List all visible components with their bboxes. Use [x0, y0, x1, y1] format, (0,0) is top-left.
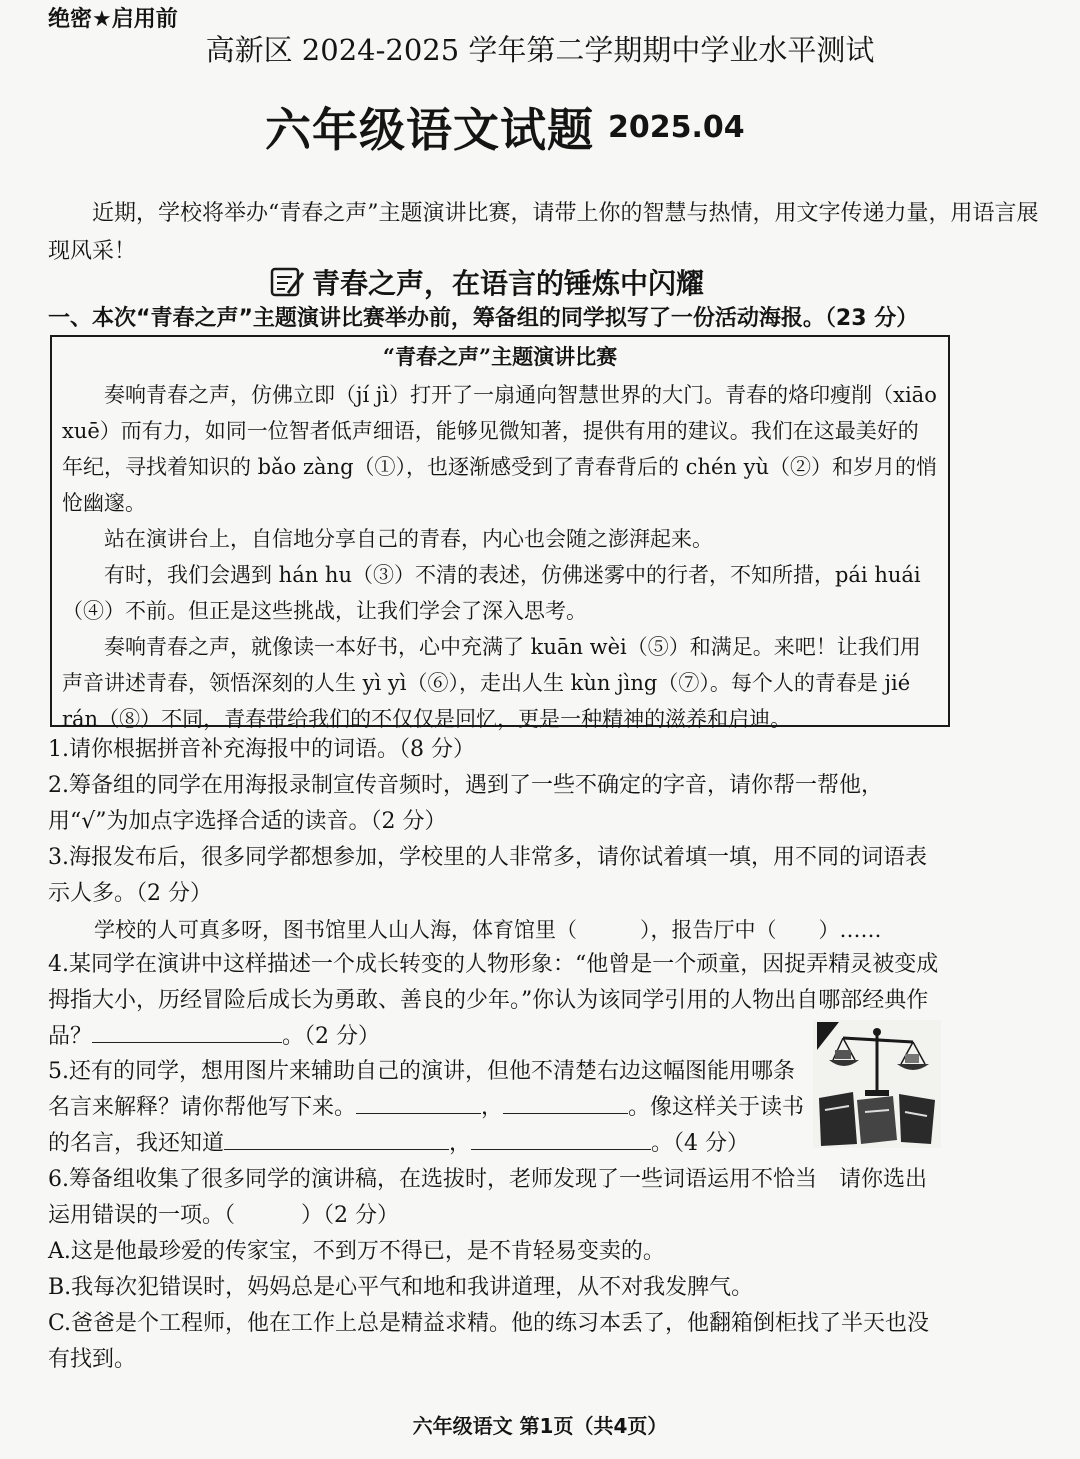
poster-box — [50, 335, 950, 731]
option-a: A.这是他最珍爱的传家宝，不到万不得已，是不肯轻易变卖的。 — [48, 1239, 665, 1264]
question-2: 2.筹备组的同学在用海报录制宣传音频时，遇到了一些不确定的字音，请你帮一帮他，用“√”为加点字选择合适的读音。（2 分） — [48, 773, 883, 834]
confidential-label: 绝密★启用前 — [48, 7, 178, 32]
exam-subtitle: 高新区 2024-2025 学年第二学期期中学业水平测试 — [205, 33, 875, 67]
question-5: 5.还有的同学，想用图片来辅助自己的演讲，但他不清楚右边这幅图能用哪条名言来解释？请你帮他写下来。 ， 。像这样关于读书的名言，我还知道 ， 。（4 分） — [48, 1059, 805, 1156]
question-1: 1.请你根据拼音补充海报中的词语。（8 分） — [48, 737, 475, 762]
question-4-text: 4.某同学在演讲中这样描述一个成长转变的人物形象：“他曾是一个顽童，因捉弄精灵被变成拇指大小，历经冒险后成长为勇敢、善良的少年。”你认为该同学引用的人物出自哪部经典作品？ — [48, 952, 939, 1049]
question-5-points: 。（4 分） — [651, 1131, 750, 1156]
exam-date: 2025.04 — [608, 110, 745, 145]
poster-paragraph: 站在演讲台上，自信地分享自己的青春，内心也会随之澎湃起来。 — [104, 527, 713, 551]
balance-scale-illustration — [813, 1020, 941, 1148]
poster-title: “青春之声”主题演讲比赛 — [382, 344, 618, 369]
question-4-points: 。（2 分） — [282, 1024, 381, 1049]
question-5-mid: 。像这样关于读书的名言，我还知道 — [48, 1095, 805, 1156]
poster-paragraph: 有时，我们会遇到 hán hu（③）不清的表述，仿佛迷雾中的行者，不知所措，pái huái（④）不前。但正是这些挑战，让我们学会了深入思考。 — [62, 563, 921, 623]
page-footer: 六年级语文 第1页（共4页） — [412, 1414, 668, 1438]
exam-title: 六年级语文试题 — [265, 103, 594, 157]
question-6: 6.筹备组收集了很多同学的演讲稿，在选拔时，老师发现了一些词语运用不恰当 请你选出运用错误的一项。（ ）（2 分） — [48, 1167, 927, 1228]
option-c: C.爸爸是个工程师，他在工作上总是精益求精。他的练习本丢了，他翻箱倒柜找了半天也没有找到。 — [48, 1311, 930, 1372]
intro-paragraph: 近期，学校将举办“青春之声”主题演讲比赛，请带上你的智慧与热情，用文字传递力量，用语言展现风采！ — [48, 201, 1039, 264]
section-heading — [270, 262, 704, 302]
notepad-pen-icon — [270, 265, 306, 299]
answer-blank[interactable] — [356, 1091, 481, 1114]
part-one-heading: 一、本次“青春之声”主题演讲比赛举办前，筹备组的同学拟写了一份活动海报。（23 分） — [48, 306, 919, 331]
answer-blank[interactable] — [471, 1127, 651, 1150]
section-heading-text: 青春之声，在语言的锤炼中闪耀 — [312, 267, 705, 300]
option-b: B.我每次犯错误时，妈妈总是心平气和地和我讲道理，从不对我发脾气。 — [48, 1275, 754, 1300]
question-5-text: 5.还有的同学，想用图片来辅助自己的演讲，但他不清楚右边这幅图能用哪条名言来解释？请你帮他写下来。 — [48, 1059, 795, 1120]
poster-paragraph: 奏响青春之声，就像读一本好书，心中充满了 kuān wèi（⑤）和满足。来吧！让我们用声音讲述青春，领悟深刻的人生 yì yì（⑥），走出人生 kùn jìng（⑦）。每个人的青春是 jié rán（⑧）不同，青春带给我们的不仅仅是回忆，更是一种精神的滋养和启迪。 — [62, 635, 921, 731]
answer-blank[interactable] — [503, 1091, 628, 1114]
answer-blank[interactable] — [224, 1127, 449, 1150]
question-3-fill: 学校的人可真多呀，图书馆里人山人海，体育馆里（ ），报告厅中（ ）…… — [94, 918, 882, 942]
answer-blank[interactable] — [92, 1020, 282, 1043]
poster-paragraph: 奏响青春之声，仿佛立即（jí jì）打开了一扇通向智慧世界的大门。青春的烙印瘦削（xiāo xuē）而有力，如同一位智者低声细语，能够见微知著，提供有用的建议。我们在这最美好的年纪，寻找着知识的 bǎo zàng（①），也逐渐感受到了青春背后的 chén yù（②）和岁月的悄怆幽邃。 — [62, 383, 937, 515]
question-3: 3.海报发布后，很多同学都想参加，学校里的人非常多，请你试着填一填，用不同的词语表示人多。（2 分） — [48, 845, 927, 906]
